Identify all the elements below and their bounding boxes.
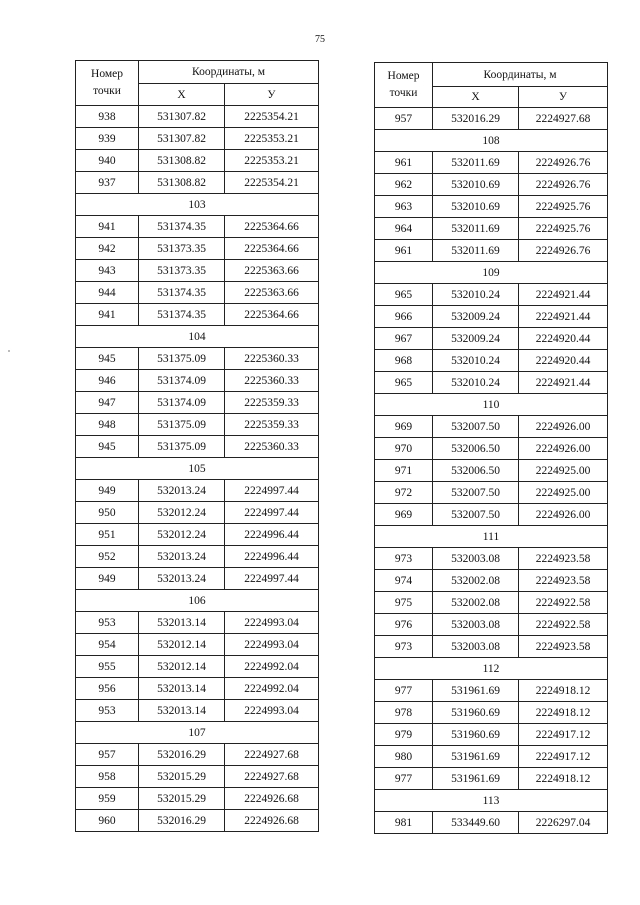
- table-row: [375, 592, 608, 614]
- x-coordinate-cell: 532006.50: [433, 438, 519, 460]
- point-number-cell: 947: [76, 392, 139, 414]
- x-coordinate-cell: 531373.35: [139, 238, 225, 260]
- point-number-cell: 950: [76, 502, 139, 524]
- group-label: 107: [76, 722, 319, 744]
- x-coordinate-cell: 532011.69: [433, 218, 519, 240]
- point-number-header-line2: точки: [389, 87, 418, 99]
- x-coordinate-cell: 531374.35: [139, 304, 225, 326]
- x-coordinate-cell: 532012.24: [139, 502, 225, 524]
- y-coordinate-cell: 2224993.04: [225, 612, 319, 634]
- point-number-cell: 942: [76, 238, 139, 260]
- table-row: [76, 414, 319, 436]
- group-row: [375, 658, 608, 680]
- point-number-cell: 977: [375, 680, 433, 702]
- point-number-header-line1: Номер: [91, 68, 123, 81]
- x-coordinate-cell: 532013.24: [139, 546, 225, 568]
- point-number-cell: 955: [76, 656, 139, 678]
- x-coordinate-cell: 531307.82: [139, 106, 225, 128]
- table-row: [76, 546, 319, 568]
- y-coordinate-cell: 2224917.12: [519, 724, 608, 746]
- group-row: [76, 194, 319, 216]
- x-coordinate-cell: 532002.08: [433, 570, 519, 592]
- point-number-cell: 960: [76, 810, 139, 832]
- point-number-header-line1: Номер: [387, 70, 420, 83]
- coordinates-table-left: [75, 60, 319, 832]
- point-number-cell: 966: [375, 306, 433, 328]
- group-label: 108: [375, 130, 608, 152]
- y-coordinate-cell: 2225359.33: [225, 392, 319, 414]
- table-row: [76, 766, 319, 788]
- x-coordinate-cell: 532013.24: [139, 568, 225, 590]
- group-label: 112: [375, 658, 608, 680]
- x-coordinate-cell: 532015.29: [139, 766, 225, 788]
- table-row: [76, 260, 319, 282]
- x-coordinate-cell: 532009.24: [433, 328, 519, 350]
- group-label: 106: [76, 590, 319, 612]
- y-coordinate-cell: 2225354.21: [225, 172, 319, 194]
- y-coordinate-cell: 2224925.76: [519, 218, 608, 240]
- table-row: [375, 218, 608, 240]
- x-coordinate-cell: 532003.08: [433, 636, 519, 658]
- scan-speck: [8, 350, 10, 352]
- group-row: [76, 326, 319, 348]
- y-coordinate-cell: 2224923.58: [519, 570, 608, 592]
- point-number-cell: 969: [375, 504, 433, 526]
- table-row: [76, 524, 319, 546]
- point-number-cell: 977: [375, 768, 433, 790]
- point-number-cell: 946: [76, 370, 139, 392]
- x-coordinate-cell: 531307.82: [139, 128, 225, 150]
- y-coordinate-cell: 2224926.68: [225, 788, 319, 810]
- y-coordinate-cell: 2225360.33: [225, 370, 319, 392]
- table-row: [375, 306, 608, 328]
- point-number-cell: 974: [375, 570, 433, 592]
- point-number-cell: 969: [375, 416, 433, 438]
- point-number-cell: 964: [375, 218, 433, 240]
- table-row: [76, 106, 319, 128]
- point-number-cell: 979: [375, 724, 433, 746]
- x-coordinate-cell: 531308.82: [139, 150, 225, 172]
- y-coordinate-cell: 2224921.44: [519, 372, 608, 394]
- point-number-cell: 961: [375, 240, 433, 262]
- table-row: [375, 416, 608, 438]
- point-number-cell: 945: [76, 348, 139, 370]
- table-row: [375, 328, 608, 350]
- y-coordinate-cell: 2225359.33: [225, 414, 319, 436]
- x-coordinate-cell: 532009.24: [433, 306, 519, 328]
- y-coordinate-cell: 2224922.58: [519, 592, 608, 614]
- group-row: [375, 130, 608, 152]
- point-number-cell: 965: [375, 284, 433, 306]
- x-coordinate-cell: 531373.35: [139, 260, 225, 282]
- y-coordinate-cell: 2226297.04: [519, 812, 608, 834]
- table-row: [76, 568, 319, 590]
- group-label: 111: [375, 526, 608, 548]
- group-row: [76, 458, 319, 480]
- y-coordinate-cell: 2225364.66: [225, 304, 319, 326]
- y-coordinate-cell: 2224992.04: [225, 656, 319, 678]
- table-row: [375, 636, 608, 658]
- table-row: [76, 370, 319, 392]
- x-coordinate-cell: 531960.69: [433, 724, 519, 746]
- point-number-cell: 976: [375, 614, 433, 636]
- x-coordinate-cell: 532012.14: [139, 656, 225, 678]
- x-coordinate-cell: 531375.09: [139, 414, 225, 436]
- table-row: [375, 548, 608, 570]
- table-row: [76, 282, 319, 304]
- y-coordinate-cell: 2224927.68: [225, 744, 319, 766]
- x-coordinate-cell: 532011.69: [433, 152, 519, 174]
- x-coordinate-cell: 532013.14: [139, 612, 225, 634]
- x-coordinate-cell: 532016.29: [139, 744, 225, 766]
- y-coordinate-cell: 2224996.44: [225, 524, 319, 546]
- x-coordinate-cell: 531308.82: [139, 172, 225, 194]
- table-body-right: [375, 108, 608, 834]
- table-row: [76, 634, 319, 656]
- table-row: [76, 348, 319, 370]
- x-coordinate-cell: 532016.29: [139, 810, 225, 832]
- table-row: [375, 482, 608, 504]
- point-number-cell: 952: [76, 546, 139, 568]
- point-number-cell: 959: [76, 788, 139, 810]
- y-coordinate-cell: 2225354.21: [225, 106, 319, 128]
- point-number-cell: 944: [76, 282, 139, 304]
- coordinates-header: Координаты, м: [433, 63, 608, 87]
- y-coordinate-cell: 2225360.33: [225, 348, 319, 370]
- group-label: 113: [375, 790, 608, 812]
- y-coordinate-cell: 2224925.00: [519, 482, 608, 504]
- table-row: [76, 788, 319, 810]
- group-label: 105: [76, 458, 319, 480]
- table-row: [375, 724, 608, 746]
- point-number-cell: 970: [375, 438, 433, 460]
- table-row: [375, 768, 608, 790]
- point-number-cell: 972: [375, 482, 433, 504]
- point-number-cell: 948: [76, 414, 139, 436]
- x-column-header: Х: [139, 84, 225, 106]
- x-coordinate-cell: 532010.24: [433, 372, 519, 394]
- table-row: [76, 744, 319, 766]
- table-row: [76, 810, 319, 832]
- table-row: [375, 438, 608, 460]
- x-coordinate-cell: 532007.50: [433, 416, 519, 438]
- y-coordinate-cell: 2225360.33: [225, 436, 319, 458]
- x-coordinate-cell: 531375.09: [139, 436, 225, 458]
- point-number-cell: 957: [375, 108, 433, 130]
- x-coordinate-cell: 532010.69: [433, 174, 519, 196]
- y-column-header: У: [225, 84, 319, 106]
- y-coordinate-cell: 2225353.21: [225, 128, 319, 150]
- group-row: [76, 722, 319, 744]
- y-coordinate-cell: 2224918.12: [519, 680, 608, 702]
- y-coordinate-cell: 2224926.00: [519, 438, 608, 460]
- table-row: [375, 614, 608, 636]
- point-number-cell: 937: [76, 172, 139, 194]
- x-coordinate-cell: 532010.69: [433, 196, 519, 218]
- y-coordinate-cell: 2224926.00: [519, 504, 608, 526]
- x-coordinate-cell: 531960.69: [433, 702, 519, 724]
- y-coordinate-cell: 2224918.12: [519, 702, 608, 724]
- x-coordinate-cell: 531961.69: [433, 746, 519, 768]
- point-number-cell: 949: [76, 568, 139, 590]
- point-number-cell: 943: [76, 260, 139, 282]
- y-coordinate-cell: 2224997.44: [225, 502, 319, 524]
- table-row: [375, 152, 608, 174]
- point-number-cell: 945: [76, 436, 139, 458]
- table-row: [375, 504, 608, 526]
- table-row: [375, 284, 608, 306]
- point-number-cell: 971: [375, 460, 433, 482]
- table-row: [76, 502, 319, 524]
- table-row: [76, 612, 319, 634]
- point-number-cell: 953: [76, 612, 139, 634]
- table-row: [375, 746, 608, 768]
- point-number-cell: 941: [76, 304, 139, 326]
- x-coordinate-cell: 531375.09: [139, 348, 225, 370]
- table-row: [375, 196, 608, 218]
- y-coordinate-cell: 2224922.58: [519, 614, 608, 636]
- x-coordinate-cell: 532006.50: [433, 460, 519, 482]
- y-coordinate-cell: 2224918.12: [519, 768, 608, 790]
- point-number-cell: 962: [375, 174, 433, 196]
- table-row: [76, 700, 319, 722]
- group-label: 104: [76, 326, 319, 348]
- table-row: [76, 436, 319, 458]
- x-coordinate-cell: 532013.24: [139, 480, 225, 502]
- y-coordinate-cell: 2224926.76: [519, 174, 608, 196]
- y-coordinate-cell: 2224997.44: [225, 568, 319, 590]
- table-row: [375, 174, 608, 196]
- x-coordinate-cell: 532010.24: [433, 284, 519, 306]
- point-number-cell: 981: [375, 812, 433, 834]
- table-row: [76, 238, 319, 260]
- point-number-header: [375, 63, 433, 108]
- point-number-cell: 954: [76, 634, 139, 656]
- x-coordinate-cell: 531374.35: [139, 216, 225, 238]
- x-coordinate-cell: 533449.60: [433, 812, 519, 834]
- table-row: [375, 680, 608, 702]
- y-coordinate-cell: 2224926.76: [519, 240, 608, 262]
- x-coordinate-cell: 531961.69: [433, 680, 519, 702]
- x-coordinate-cell: 531961.69: [433, 768, 519, 790]
- y-coordinate-cell: 2225364.66: [225, 216, 319, 238]
- point-number-header: [76, 61, 139, 106]
- point-number-cell: 940: [76, 150, 139, 172]
- y-coordinate-cell: 2225363.66: [225, 282, 319, 304]
- y-coordinate-cell: 2224996.44: [225, 546, 319, 568]
- coordinates-table-right: [374, 62, 608, 834]
- y-coordinate-cell: 2224923.58: [519, 636, 608, 658]
- table-row: [375, 460, 608, 482]
- x-coordinate-cell: 532012.14: [139, 634, 225, 656]
- x-coordinate-cell: 531374.09: [139, 370, 225, 392]
- y-coordinate-cell: 2224923.58: [519, 548, 608, 570]
- x-coordinate-cell: 532007.50: [433, 504, 519, 526]
- table-row: [76, 150, 319, 172]
- y-coordinate-cell: 2225363.66: [225, 260, 319, 282]
- point-number-cell: 973: [375, 548, 433, 570]
- point-number-cell: 957: [76, 744, 139, 766]
- point-number-cell: 939: [76, 128, 139, 150]
- x-column-header: Х: [433, 87, 519, 108]
- x-coordinate-cell: 532003.08: [433, 548, 519, 570]
- y-coordinate-cell: 2224927.68: [225, 766, 319, 788]
- x-coordinate-cell: 532011.69: [433, 240, 519, 262]
- point-number-cell: 968: [375, 350, 433, 372]
- x-coordinate-cell: 532007.50: [433, 482, 519, 504]
- x-coordinate-cell: 532002.08: [433, 592, 519, 614]
- point-number-cell: 951: [76, 524, 139, 546]
- y-coordinate-cell: 2224921.44: [519, 284, 608, 306]
- coordinates-header: Координаты, м: [139, 61, 319, 84]
- point-number-cell: 953: [76, 700, 139, 722]
- table-row: [375, 350, 608, 372]
- group-row: [375, 526, 608, 548]
- point-number-cell: 963: [375, 196, 433, 218]
- x-coordinate-cell: 532015.29: [139, 788, 225, 810]
- point-number-cell: 956: [76, 678, 139, 700]
- group-row: [375, 790, 608, 812]
- table-row: [375, 702, 608, 724]
- y-column-header: У: [519, 87, 608, 108]
- point-number-cell: 938: [76, 106, 139, 128]
- y-coordinate-cell: 2224992.04: [225, 678, 319, 700]
- x-coordinate-cell: 532013.14: [139, 678, 225, 700]
- x-coordinate-cell: 532010.24: [433, 350, 519, 372]
- y-coordinate-cell: 2224920.44: [519, 328, 608, 350]
- point-number-cell: 973: [375, 636, 433, 658]
- y-coordinate-cell: 2224993.04: [225, 700, 319, 722]
- y-coordinate-cell: 2224997.44: [225, 480, 319, 502]
- table-row: [375, 812, 608, 834]
- point-number-cell: 958: [76, 766, 139, 788]
- y-coordinate-cell: 2224926.00: [519, 416, 608, 438]
- point-number-cell: 961: [375, 152, 433, 174]
- y-coordinate-cell: 2224917.12: [519, 746, 608, 768]
- y-coordinate-cell: 2225353.21: [225, 150, 319, 172]
- y-coordinate-cell: 2224921.44: [519, 306, 608, 328]
- y-coordinate-cell: 2224925.00: [519, 460, 608, 482]
- point-number-header-line2: точки: [93, 85, 121, 97]
- x-coordinate-cell: 531374.35: [139, 282, 225, 304]
- point-number-cell: 978: [375, 702, 433, 724]
- y-coordinate-cell: 2224927.68: [519, 108, 608, 130]
- table-row: [76, 480, 319, 502]
- table-row: [76, 392, 319, 414]
- point-number-cell: 941: [76, 216, 139, 238]
- group-row: [76, 590, 319, 612]
- x-coordinate-cell: 532016.29: [433, 108, 519, 130]
- point-number-cell: 980: [375, 746, 433, 768]
- group-label: 109: [375, 262, 608, 284]
- y-coordinate-cell: 2224926.68: [225, 810, 319, 832]
- table-row: [375, 108, 608, 130]
- table-row: [375, 240, 608, 262]
- group-row: [375, 262, 608, 284]
- page-number: 75: [315, 34, 325, 45]
- table-row: [76, 678, 319, 700]
- table-body-left: [76, 106, 319, 832]
- table-row: [76, 656, 319, 678]
- y-coordinate-cell: 2224925.76: [519, 196, 608, 218]
- y-coordinate-cell: 2224993.04: [225, 634, 319, 656]
- table-row: [76, 216, 319, 238]
- table-row: [375, 372, 608, 394]
- table-row: [375, 570, 608, 592]
- x-coordinate-cell: 532013.14: [139, 700, 225, 722]
- group-row: [375, 394, 608, 416]
- point-number-cell: 949: [76, 480, 139, 502]
- table-row: [76, 172, 319, 194]
- point-number-cell: 967: [375, 328, 433, 350]
- point-number-cell: 965: [375, 372, 433, 394]
- x-coordinate-cell: 532012.24: [139, 524, 225, 546]
- table-row: [76, 304, 319, 326]
- table-row: [76, 128, 319, 150]
- group-label: 103: [76, 194, 319, 216]
- y-coordinate-cell: 2225364.66: [225, 238, 319, 260]
- point-number-cell: 975: [375, 592, 433, 614]
- x-coordinate-cell: 531374.09: [139, 392, 225, 414]
- group-label: 110: [375, 394, 608, 416]
- y-coordinate-cell: 2224926.76: [519, 152, 608, 174]
- y-coordinate-cell: 2224920.44: [519, 350, 608, 372]
- x-coordinate-cell: 532003.08: [433, 614, 519, 636]
